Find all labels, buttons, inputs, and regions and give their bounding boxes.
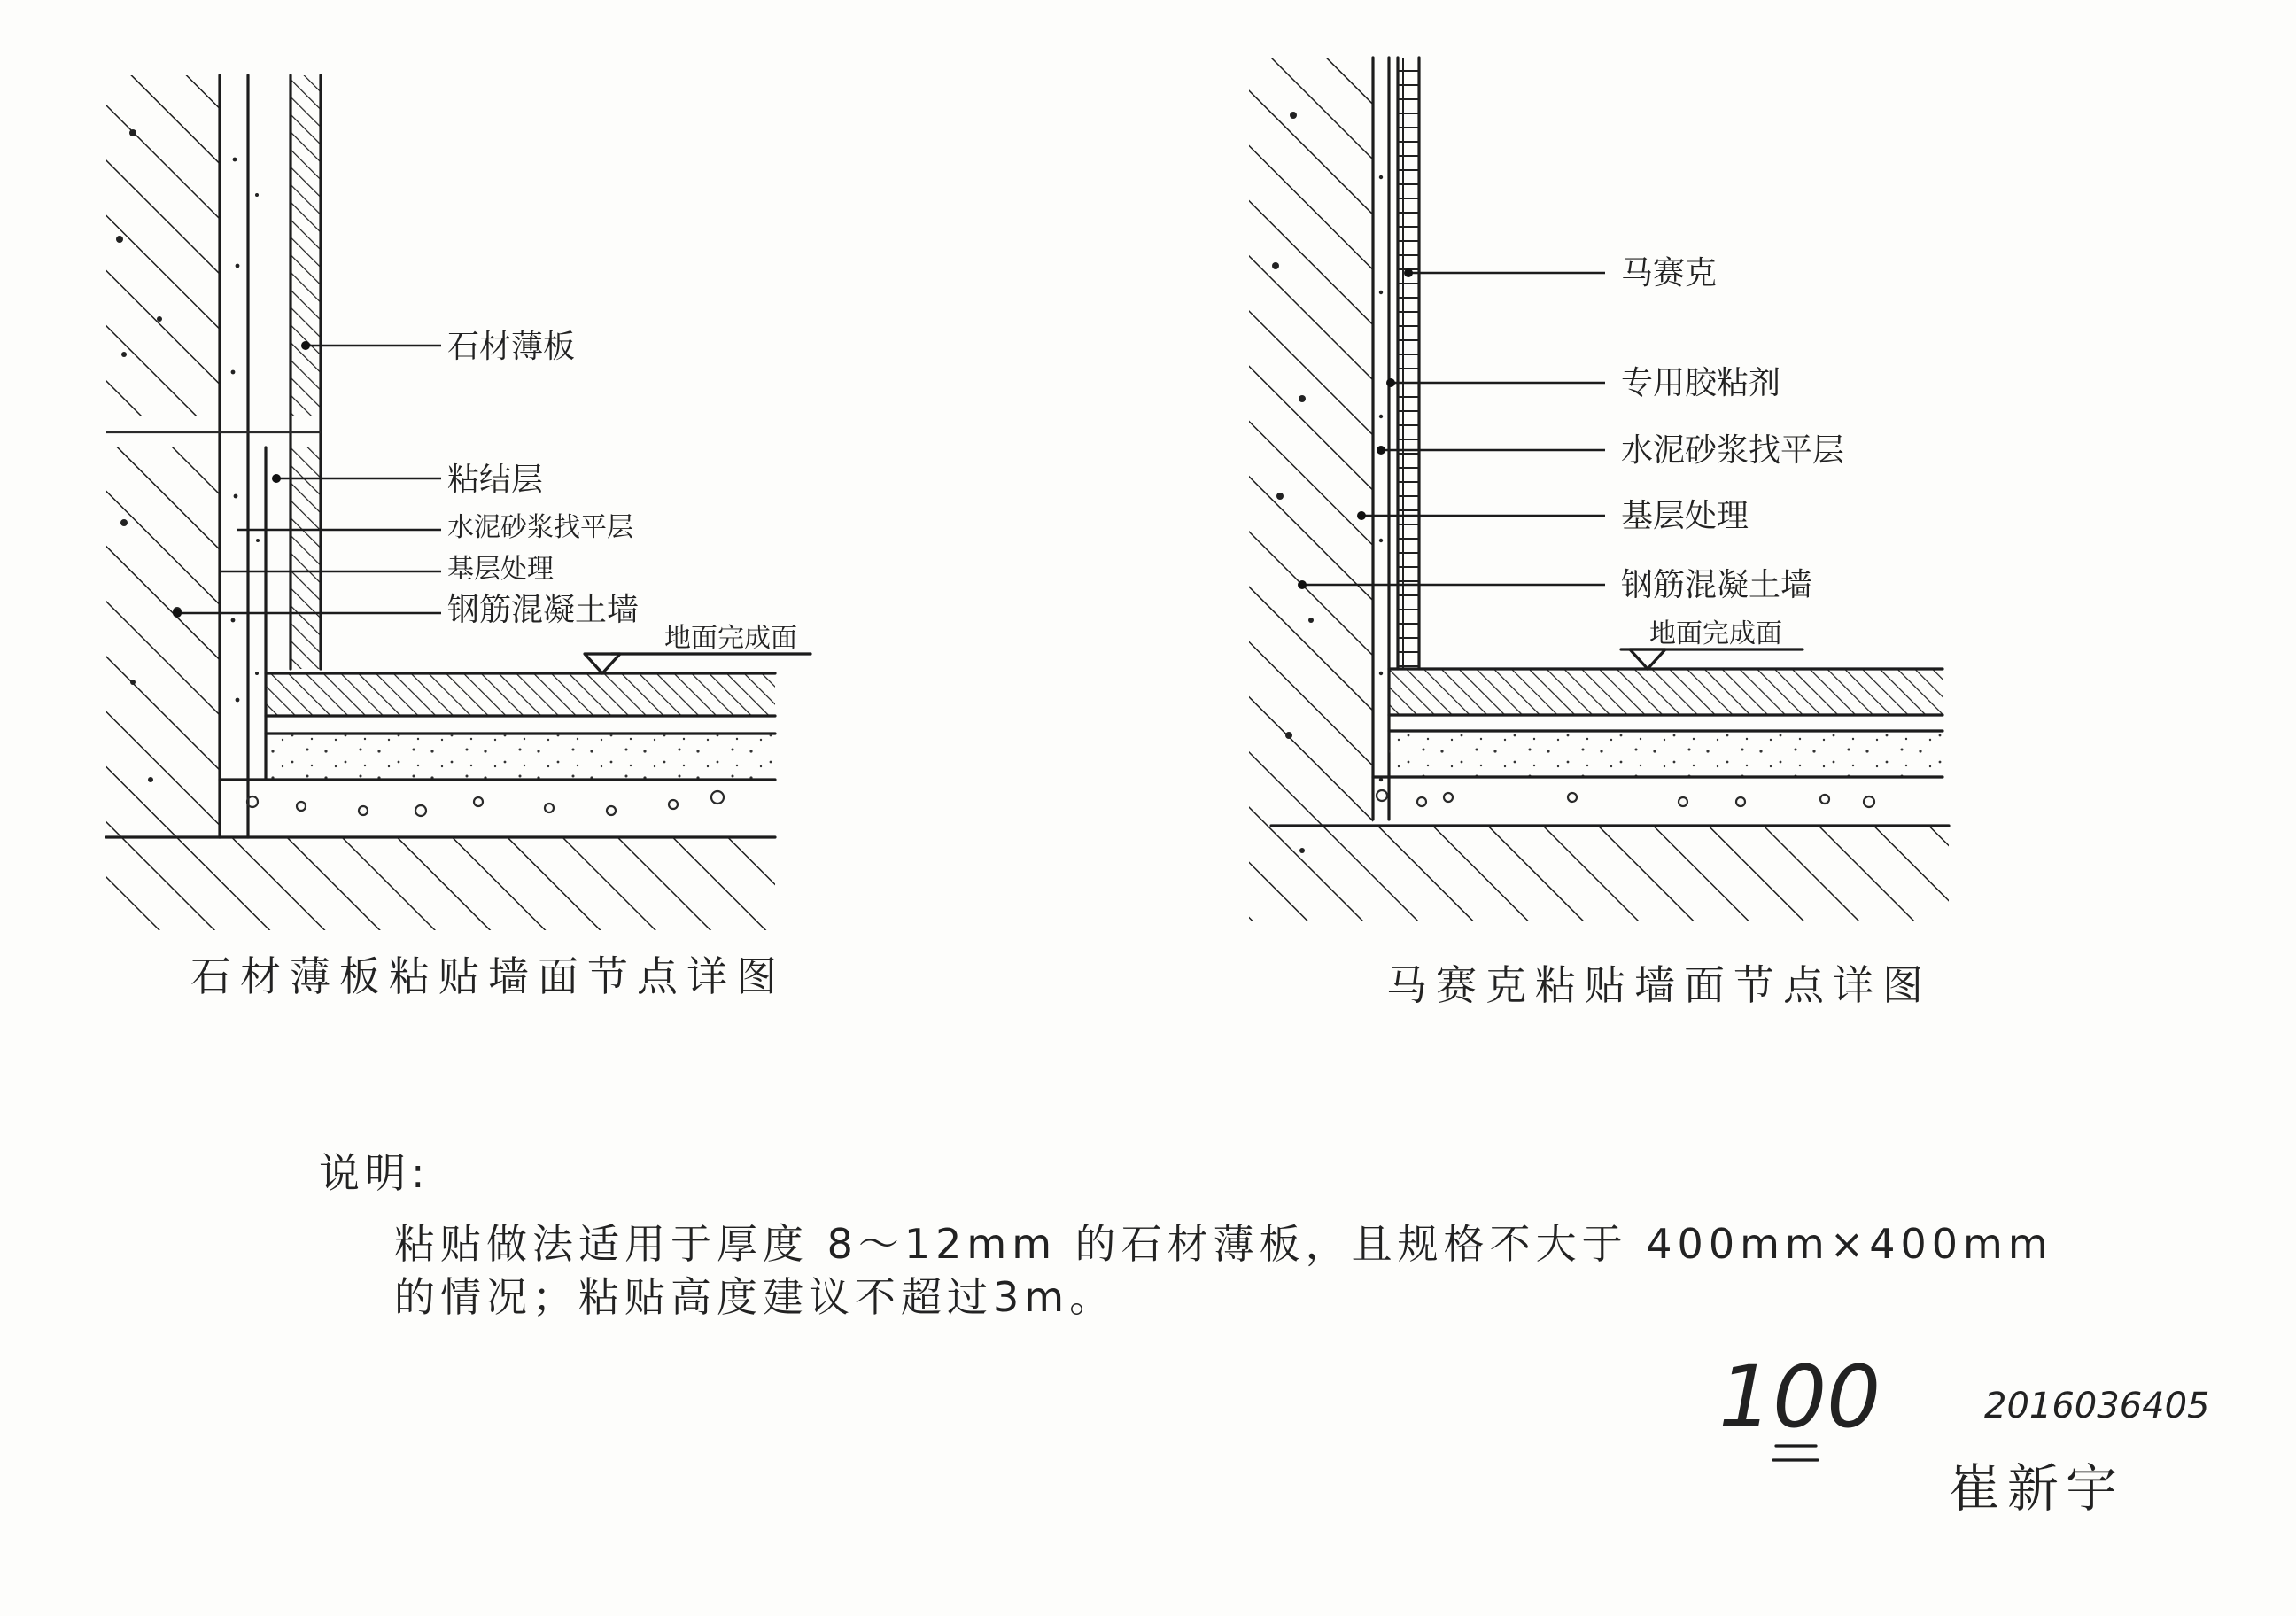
- concrete-wall-hatch: [1249, 58, 1373, 921]
- score-mark: 100: [1718, 1348, 1881, 1447]
- concrete-wall-hatch: [106, 75, 220, 416]
- caption-stone-panel-detail: 石材薄板粘贴墙面节点详图: [190, 952, 786, 1000]
- label-special-adhesive: 专用胶粘剂: [1621, 365, 1781, 401]
- label-cement-mortar: 水泥砂浆找平层: [447, 512, 633, 543]
- grading-block: [1718, 1348, 2210, 1519]
- concrete-wall-hatch-lower: [106, 447, 220, 837]
- notes-section: [319, 1149, 2053, 1321]
- label-rc-wall: 钢筋混凝土墙: [447, 592, 640, 628]
- label-base-treatment: 基层处理: [1621, 498, 1749, 534]
- label-mosaic: 马赛克: [1621, 255, 1718, 291]
- label-bonding-layer: 粘结层: [447, 462, 544, 498]
- notes-line-2: 的情况；粘贴高度建议不超过3m。: [394, 1273, 1116, 1321]
- floor-finish-layer: [1389, 669, 1943, 715]
- student-id: 2016036405: [1984, 1386, 2210, 1426]
- label-base-treatment: 基层处理: [447, 554, 554, 585]
- notes-heading: 说明:: [319, 1149, 430, 1197]
- label-cement-mortar: 水泥砂浆找平层: [1621, 432, 1845, 469]
- label-floor-finish: 地面完成面: [664, 623, 797, 654]
- right-detail: [1249, 58, 1949, 1009]
- left-detail: [106, 75, 811, 1000]
- caption-mosaic-detail: 马赛克粘贴墙面节点详图: [1386, 961, 1932, 1009]
- notes-line-1: 粘贴做法适用于厚度 8～12mm 的石材薄板，且规格不大于 400mm×400mm: [394, 1220, 2053, 1268]
- label-stone-panel: 石材薄板: [447, 329, 576, 365]
- ground-hatch: [106, 837, 775, 930]
- mosaic-tile-column: [1398, 58, 1419, 669]
- ground-hatch: [1373, 826, 1949, 921]
- floor-finish-layer: [266, 673, 775, 716]
- label-rc-wall: 钢筋混凝土墙: [1621, 567, 1813, 603]
- student-name: 崔新宇: [1949, 1458, 2125, 1519]
- label-floor-finish: 地面完成面: [1649, 618, 1782, 649]
